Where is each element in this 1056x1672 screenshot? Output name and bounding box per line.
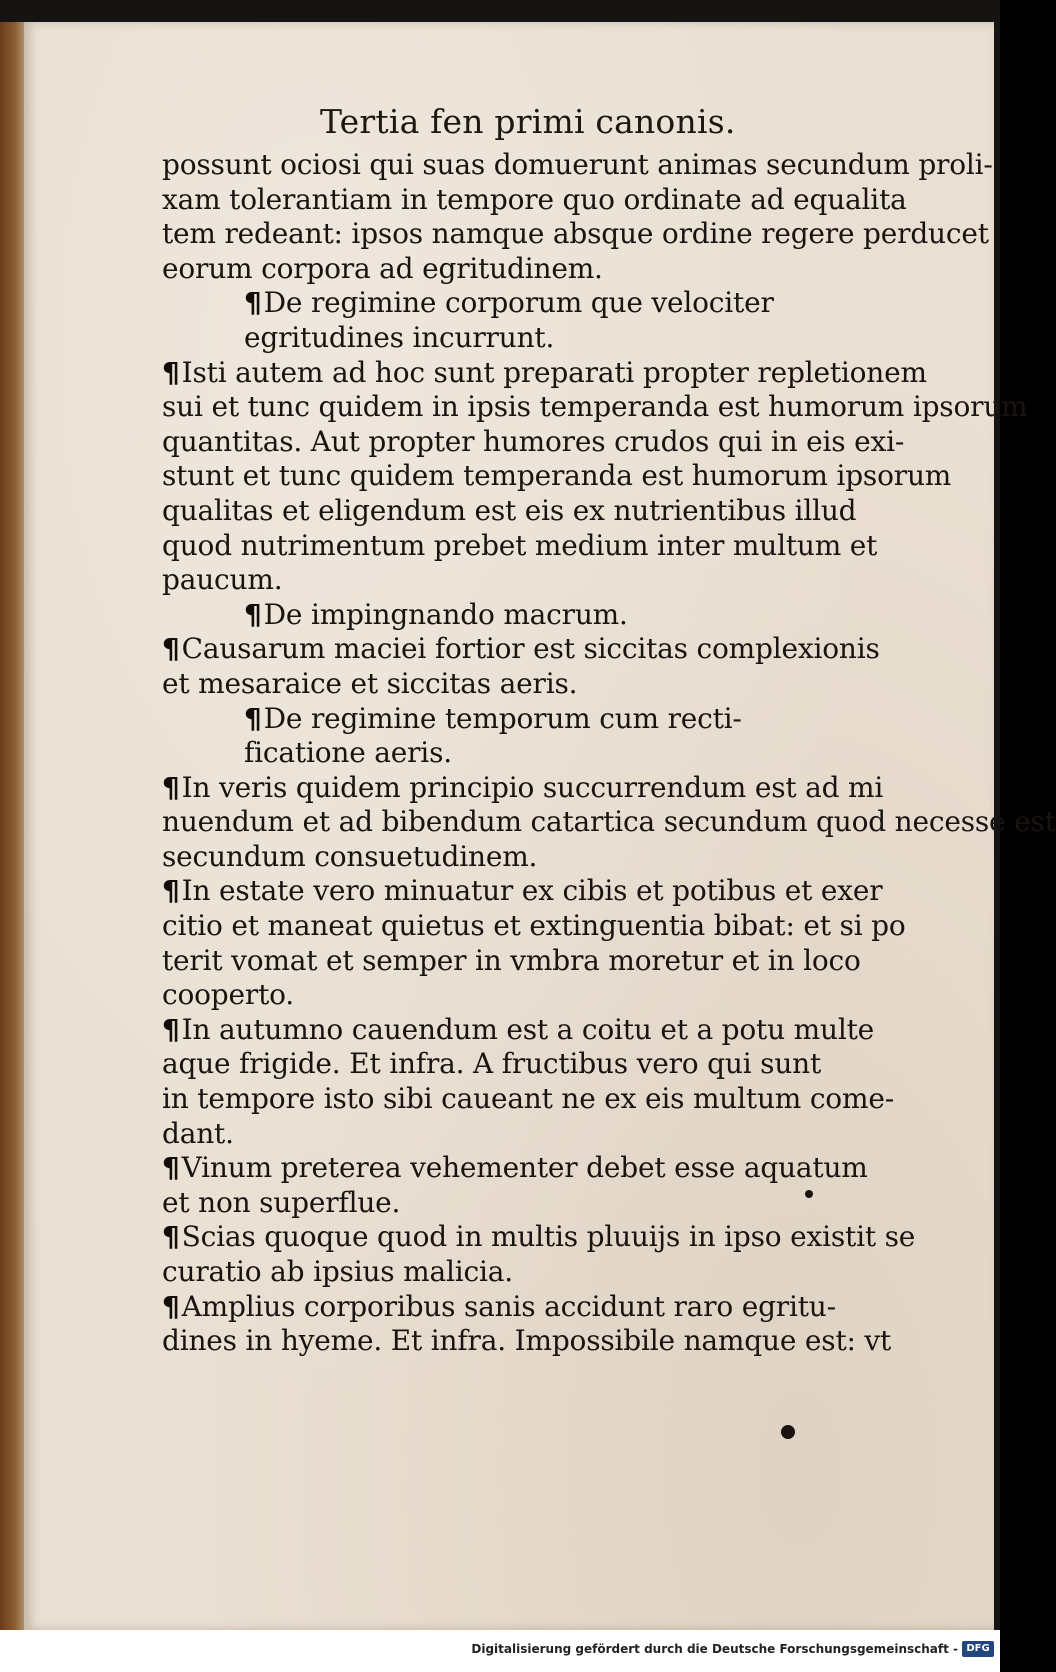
line-text: curatio ab ipsius malicia.	[162, 1255, 513, 1288]
text-line	[162, 1082, 932, 1117]
line-text: De regimine temporum cum recti-	[263, 701, 742, 735]
pilcrow-mark: ¶	[244, 597, 262, 631]
line-text: xam tolerantiam in tempore quo ordinate ad equalita	[162, 182, 907, 216]
line-text: In autumno cauendum est a coitu et a potu multe	[181, 1012, 875, 1046]
line-text: eorum corpora ad egritudinem.	[162, 251, 603, 285]
line-text: Scias quoque quod in multis pluuijs in ipso existit se	[181, 1220, 916, 1254]
line-text: egritudines incurrunt.	[244, 320, 555, 354]
line-text: In estate vero minuatur ex cibis et potibus et exer	[181, 874, 883, 908]
text-line	[162, 667, 932, 702]
line-text: sui et tunc quidem in ipsis temperanda est humorum ipsorum	[162, 390, 1028, 424]
text-line	[162, 978, 932, 1013]
pilcrow-mark: ¶	[162, 874, 180, 908]
line-text: De regimine corporum que velociter	[263, 286, 774, 320]
text-line	[162, 771, 932, 806]
text-line	[162, 736, 932, 771]
text-line	[162, 874, 932, 909]
line-text: et mesaraice et siccitas aeris.	[162, 666, 578, 700]
text-line	[162, 1013, 932, 1048]
dfg-logo: DFG	[962, 1641, 994, 1657]
line-text: Isti autem ad hoc sunt preparati propter repletionem	[181, 355, 927, 389]
line-text: quantitas. Aut propter humores crudos qui in eis exi-	[162, 424, 905, 458]
running-head: Tertia fen primi canonis.	[320, 102, 736, 141]
pilcrow-mark: ¶	[162, 1289, 180, 1323]
line-text: Vinum preterea vehementer debet esse aquatum	[181, 1151, 868, 1185]
text-line	[162, 805, 1056, 840]
text-line	[162, 563, 932, 598]
text-line	[162, 529, 932, 564]
ink-spot	[781, 1425, 795, 1439]
funding-credit: Digitalisierung gefördert durch die Deutsche Forschungsgemeinschaft -	[471, 1642, 958, 1656]
text-block	[162, 148, 1056, 1359]
line-text: quod nutrimentum prebet medium inter multum et	[162, 528, 878, 562]
text-line	[162, 356, 932, 391]
footer-bar	[0, 1630, 1000, 1672]
text-line	[162, 1186, 932, 1221]
text-line	[162, 1324, 932, 1359]
line-text: citio et maneat quietus et extinguentia bibat: et si po	[162, 909, 906, 943]
text-line	[162, 148, 993, 183]
text-line	[162, 702, 932, 737]
text-line	[162, 459, 952, 494]
text-line	[162, 1255, 932, 1290]
line-text: Amplius corporibus sanis accidunt raro egritu-	[181, 1289, 836, 1323]
line-text: De impingnando macrum.	[263, 597, 628, 631]
text-line	[162, 1220, 932, 1255]
pilcrow-mark: ¶	[244, 701, 262, 735]
pilcrow-mark: ¶	[244, 286, 262, 320]
line-text: nuendum et ad bibendum catartica secundum quod necesse est	[162, 805, 1056, 839]
line-text: dines in hyeme. Et infra. Impossibile namque est: vt	[162, 1324, 892, 1358]
text-line	[162, 390, 1028, 425]
line-text: stunt et tunc quidem temperanda est humorum ipsorum	[162, 459, 952, 493]
line-text: et non superflue.	[162, 1185, 401, 1219]
text-line	[162, 1151, 932, 1186]
text-line	[162, 1047, 932, 1082]
line-text: cooperto.	[162, 978, 294, 1012]
text-line	[162, 632, 932, 667]
line-text: ficatione aeris.	[244, 736, 452, 770]
text-line	[162, 183, 932, 218]
pilcrow-mark: ¶	[162, 632, 180, 666]
ink-spot	[805, 1190, 813, 1198]
line-text: secundum consuetudinem.	[162, 839, 538, 873]
text-line	[162, 909, 932, 944]
line-text: qualitas et eligendum est eis ex nutrientibus illud	[162, 493, 857, 527]
pilcrow-mark: ¶	[162, 1012, 180, 1046]
line-text: tem redeant: ipsos namque absque ordine regere perducet	[162, 217, 989, 251]
text-line	[162, 217, 989, 252]
text-line	[162, 425, 932, 460]
text-line	[162, 494, 932, 529]
line-text: terit vomat et semper in vmbra moretur et in loco	[162, 943, 861, 977]
pilcrow-mark: ¶	[162, 355, 180, 389]
text-line	[162, 1117, 932, 1152]
text-line	[162, 1290, 932, 1325]
pilcrow-mark: ¶	[162, 1220, 180, 1254]
pilcrow-mark: ¶	[162, 1151, 180, 1185]
text-line	[162, 286, 932, 321]
line-text: Causarum maciei fortior est siccitas complexionis	[181, 632, 880, 666]
line-text: In veris quidem principio succurrendum est ad mi	[181, 770, 884, 804]
line-text: paucum.	[162, 563, 283, 597]
line-text: in tempore isto sibi caueant ne ex eis multum come-	[162, 1082, 894, 1116]
text-line	[162, 840, 932, 875]
text-line	[162, 598, 932, 633]
text-line	[162, 944, 932, 979]
book-spine-edge	[0, 22, 26, 1630]
text-line	[162, 321, 932, 356]
line-text: aque frigide. Et infra. A fructibus vero qui sunt	[162, 1047, 822, 1081]
line-text: dant.	[162, 1116, 234, 1150]
line-text: possunt ociosi qui suas domuerunt animas secundum proli-	[162, 148, 993, 181]
text-line	[162, 252, 932, 287]
pilcrow-mark: ¶	[162, 770, 180, 804]
